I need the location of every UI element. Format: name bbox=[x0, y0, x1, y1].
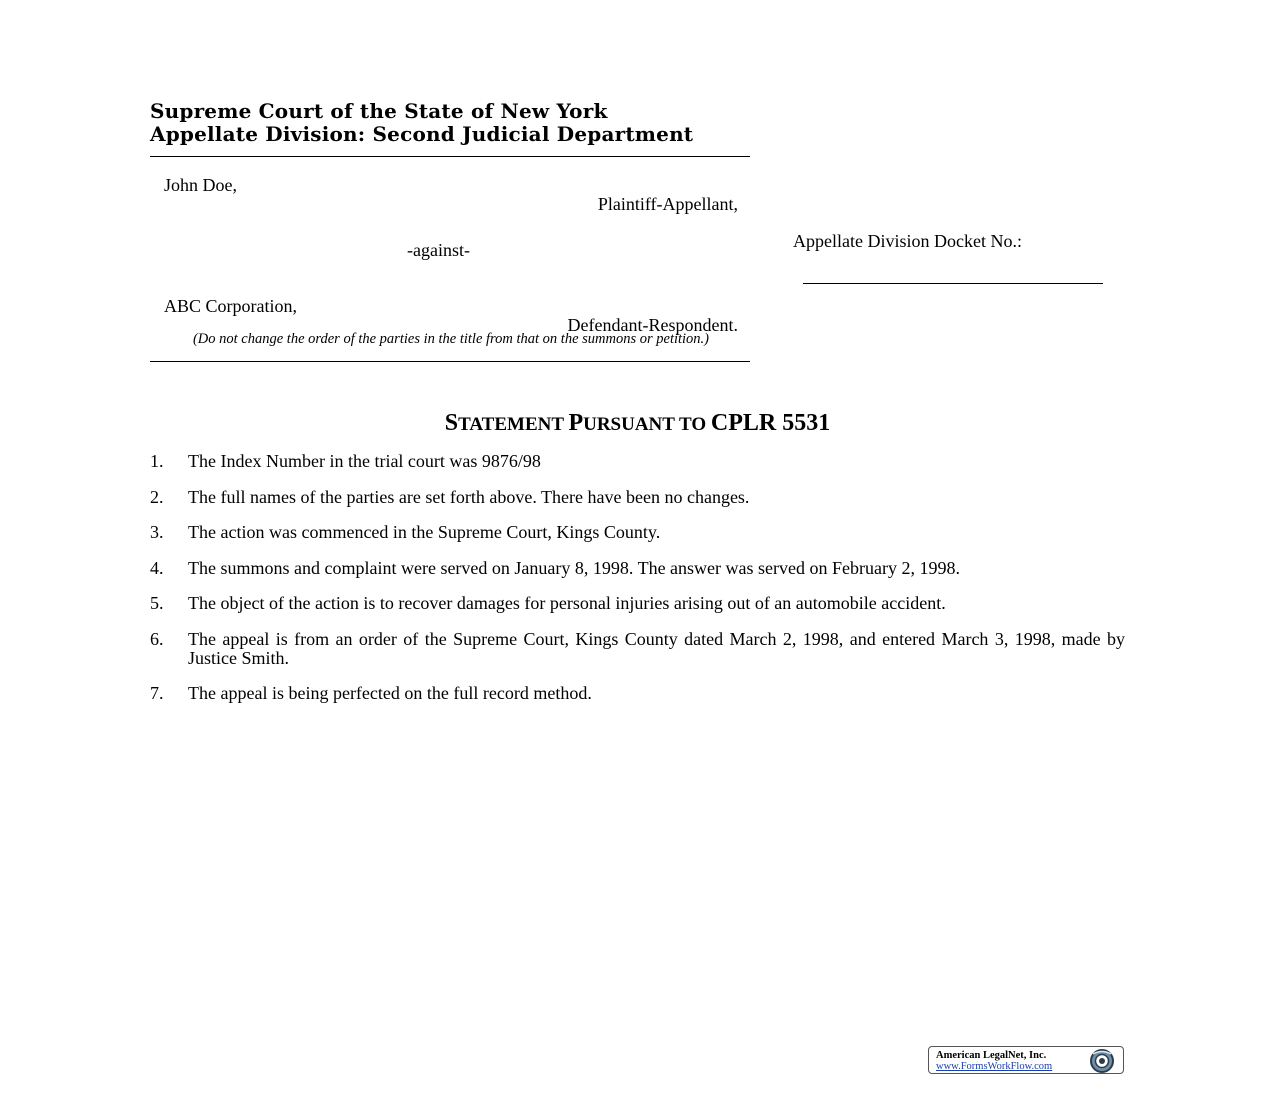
list-item bbox=[150, 630, 1125, 668]
list-item bbox=[150, 488, 1125, 507]
publisher-name: American LegalNet, Inc. bbox=[936, 1050, 1047, 1061]
docket-number-blank-line bbox=[803, 283, 1103, 284]
item-number: 3. bbox=[150, 522, 164, 542]
document-title bbox=[0, 408, 1275, 440]
item-text: The object of the action is to recover damages for personal injuries arising out of an automobile accident. bbox=[188, 593, 946, 613]
title-s-cap: S bbox=[444, 410, 459, 436]
item-text: The full names of the parties are set forth above. There have been no changes. bbox=[188, 486, 750, 507]
caption-bottom-rule bbox=[150, 361, 750, 362]
list-item bbox=[150, 452, 1125, 471]
caption-top-rule bbox=[150, 156, 750, 157]
globe-logo-icon bbox=[1084, 1048, 1120, 1074]
defendant-name: ABC Corporation, bbox=[164, 296, 297, 316]
item-text: The appeal is being perfected on the full record method. bbox=[188, 683, 592, 703]
item-text: The action was commenced in the Supreme Court, Kings County. bbox=[188, 522, 661, 542]
item-text: The summons and complaint were served on January 8, 1998. The answer was served on February 2, 1998. bbox=[188, 557, 960, 578]
item-number: 6. bbox=[150, 628, 164, 649]
item-text: The appeal is from an order of the Supreme Court, Kings County dated March 2, 1998, and entered March 3, 1998, made by Justice Smith. bbox=[188, 628, 1125, 668]
list-item bbox=[150, 594, 1125, 613]
list-item bbox=[150, 684, 1125, 703]
list-item bbox=[150, 523, 1125, 542]
title-cplr: CPLR 5531 bbox=[710, 410, 831, 436]
plaintiff-name: John Doe, bbox=[164, 175, 237, 195]
defendant-role: Defendant-Respondent. bbox=[567, 315, 738, 335]
list-item bbox=[150, 559, 1125, 578]
item-number: 7. bbox=[150, 683, 164, 703]
publisher-link[interactable]: www.FormsWorkFlow.com bbox=[936, 1061, 1053, 1072]
court-name: Supreme Court of the State of New York bbox=[150, 99, 608, 123]
docket-number-label: Appellate Division Docket No.: bbox=[793, 231, 1022, 251]
item-number: 1. bbox=[150, 451, 164, 471]
title-p-cap: P bbox=[568, 410, 584, 436]
against-label: -against- bbox=[407, 240, 470, 260]
item-text: The Index Number in the trial court was 9876/98 bbox=[188, 451, 541, 471]
item-number: 2. bbox=[150, 486, 164, 507]
title-s-rest: TATEMENT bbox=[458, 414, 569, 435]
item-number: 4. bbox=[150, 557, 164, 578]
statement-list bbox=[150, 452, 1125, 720]
caption-note: (Do not change the order of the parties in the title from that on the summons or petition.) bbox=[192, 331, 710, 347]
court-heading bbox=[150, 100, 750, 146]
publisher-badge bbox=[928, 1046, 1124, 1074]
plaintiff-role: Plaintiff-Appellant, bbox=[597, 194, 738, 214]
title-p-rest: URSUANT TO bbox=[583, 414, 711, 435]
item-number: 5. bbox=[150, 593, 164, 613]
court-division: Appellate Division: Second Judicial Department bbox=[150, 122, 694, 146]
